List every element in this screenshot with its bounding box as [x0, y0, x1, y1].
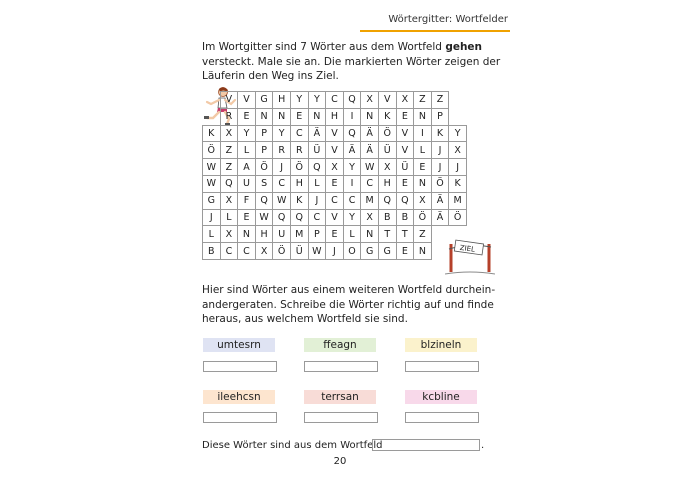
- grid-letter[interactable]: Q: [343, 92, 361, 109]
- grid-letter[interactable]: P: [255, 142, 273, 159]
- grid-letter[interactable]: H: [255, 226, 273, 243]
- grid-letter[interactable]: X: [361, 92, 379, 109]
- grid-letter[interactable]: G: [255, 92, 273, 109]
- grid-letter[interactable]: W: [308, 243, 326, 260]
- grid-letter[interactable]: C: [290, 125, 308, 142]
- grid-letter[interactable]: U: [273, 226, 291, 243]
- grid-letter[interactable]: E: [414, 159, 432, 176]
- grid-letter[interactable]: Ä: [431, 209, 449, 226]
- grid-letter[interactable]: Ü: [378, 142, 396, 159]
- grid-letter[interactable]: V: [326, 142, 344, 159]
- grid-letter[interactable]: E: [396, 243, 414, 260]
- scrambled-word: ileehcsn: [203, 390, 275, 404]
- grid-letter[interactable]: Q: [255, 192, 273, 209]
- finish-sign-text: ZIEL: [459, 243, 476, 254]
- grid-letter[interactable]: Q: [396, 192, 414, 209]
- grid-letter[interactable]: Y: [273, 125, 291, 142]
- grid-letter[interactable]: R: [220, 108, 238, 125]
- grid-letter[interactable]: C: [343, 192, 361, 209]
- grid-row: [203, 226, 467, 243]
- grid-letter[interactable]: C: [326, 92, 344, 109]
- grid-letter[interactable]: H: [378, 175, 396, 192]
- grid-letter[interactable]: W: [203, 159, 221, 176]
- grid-letter[interactable]: Ä: [431, 192, 449, 209]
- grid-letter[interactable]: V: [326, 125, 344, 142]
- answer-field[interactable]: [405, 361, 479, 372]
- grid-letter[interactable]: G: [203, 192, 221, 209]
- wortfeld-prompt: Diese Wörter sind aus dem Wortfeld: [202, 440, 383, 451]
- grid-letter[interactable]: N: [255, 108, 273, 125]
- grid-letter[interactable]: Ö: [449, 209, 467, 226]
- grid-letter[interactable]: N: [361, 226, 379, 243]
- grid-letter[interactable]: E: [326, 175, 344, 192]
- grid-letter[interactable]: X: [378, 159, 396, 176]
- grid-letter[interactable]: Ä: [361, 142, 379, 159]
- grid-letter[interactable]: Ä: [308, 125, 326, 142]
- grid-letter[interactable]: H: [326, 108, 344, 125]
- grid-letter[interactable]: L: [414, 142, 432, 159]
- grid-letter[interactable]: K: [431, 125, 449, 142]
- grid-letter[interactable]: E: [396, 108, 414, 125]
- grid-letter[interactable]: J: [431, 159, 449, 176]
- grid-letter[interactable]: B: [396, 209, 414, 226]
- grid-letter[interactable]: N: [273, 108, 291, 125]
- grid-letter[interactable]: V: [396, 125, 414, 142]
- grid-letter[interactable]: N: [238, 226, 256, 243]
- grid-row: [203, 92, 467, 109]
- grid-letter[interactable]: F: [238, 192, 256, 209]
- answer-field[interactable]: [203, 412, 277, 423]
- grid-letter[interactable]: P: [431, 108, 449, 125]
- grid-letter[interactable]: Z: [220, 159, 238, 176]
- grid-letter[interactable]: W: [203, 175, 221, 192]
- grid-letter[interactable]: L: [238, 142, 256, 159]
- grid-letter[interactable]: Y: [238, 125, 256, 142]
- grid-letter[interactable]: E: [238, 108, 256, 125]
- grid-letter[interactable]: W: [361, 159, 379, 176]
- grid-letter[interactable]: M: [290, 226, 308, 243]
- answer-field[interactable]: [304, 361, 378, 372]
- grid-row: [203, 125, 467, 142]
- grid-letter[interactable]: V: [326, 209, 344, 226]
- grid-letter[interactable]: X: [396, 92, 414, 109]
- wortfeld-answer-field[interactable]: [372, 439, 480, 451]
- grid-letter[interactable]: V: [238, 92, 256, 109]
- scrambled-word: terrsan: [304, 390, 376, 404]
- grid-letter[interactable]: O: [343, 243, 361, 260]
- grid-letter[interactable]: C: [238, 243, 256, 260]
- intro-line1: Im Wortgitter sind 7 Wörter aus dem Wortfeld: [202, 41, 446, 53]
- task2-line2: andergeraten. Schreibe die Wörter richtig auf und finde: [202, 298, 494, 311]
- grid-row: [203, 142, 467, 159]
- grid-letter[interactable]: V: [220, 92, 238, 109]
- grid-letter[interactable]: Z: [414, 92, 432, 109]
- grid-row: [203, 159, 467, 176]
- grid-letter[interactable]: Q: [308, 159, 326, 176]
- grid-letter[interactable]: K: [203, 125, 221, 142]
- grid-letter[interactable]: X: [220, 125, 238, 142]
- scrambled-word: ffeagn: [304, 338, 376, 352]
- grid-row: [203, 243, 467, 260]
- grid-letter[interactable]: M: [361, 192, 379, 209]
- grid-letter[interactable]: Y: [290, 92, 308, 109]
- grid-letter[interactable]: K: [378, 108, 396, 125]
- grid-letter[interactable]: Ö: [273, 243, 291, 260]
- grid-letter[interactable]: X: [326, 159, 344, 176]
- grid-letter[interactable]: E: [326, 226, 344, 243]
- grid-blank: [203, 92, 221, 109]
- grid-letter[interactable]: Ü: [308, 142, 326, 159]
- grid-letter[interactable]: Z: [431, 92, 449, 109]
- grid-letter[interactable]: Ü: [396, 159, 414, 176]
- grid-letter[interactable]: U: [238, 175, 256, 192]
- grid-letter[interactable]: I: [343, 175, 361, 192]
- answer-field[interactable]: [203, 361, 277, 372]
- answer-field[interactable]: [304, 412, 378, 423]
- grid-letter[interactable]: J: [326, 243, 344, 260]
- grid-letter[interactable]: T: [378, 226, 396, 243]
- grid-letter[interactable]: Ü: [290, 243, 308, 260]
- grid-letter[interactable]: N: [361, 108, 379, 125]
- grid-letter[interactable]: B: [378, 209, 396, 226]
- grid-letter[interactable]: W: [273, 192, 291, 209]
- grid-letter[interactable]: Ö: [414, 209, 432, 226]
- grid-letter[interactable]: N: [414, 108, 432, 125]
- answer-field[interactable]: [405, 412, 479, 423]
- grid-letter[interactable]: G: [378, 243, 396, 260]
- grid-letter[interactable]: Z: [414, 226, 432, 243]
- grid-letter[interactable]: Q: [273, 209, 291, 226]
- grid-letter[interactable]: Q: [290, 209, 308, 226]
- grid-letter[interactable]: C: [361, 175, 379, 192]
- grid-letter[interactable]: G: [361, 243, 379, 260]
- grid-letter[interactable]: X: [220, 192, 238, 209]
- grid-letter[interactable]: Y: [449, 125, 467, 142]
- grid-letter[interactable]: W: [255, 209, 273, 226]
- header-rule: [360, 30, 510, 32]
- grid-letter[interactable]: C: [220, 243, 238, 260]
- grid-letter[interactable]: Q: [378, 192, 396, 209]
- grid-letter[interactable]: K: [290, 192, 308, 209]
- scrambled-word: blzineln: [405, 338, 477, 352]
- grid-letter[interactable]: Ö: [431, 175, 449, 192]
- grid-letter[interactable]: N: [414, 243, 432, 260]
- grid-letter[interactable]: L: [343, 226, 361, 243]
- grid-letter[interactable]: K: [449, 175, 467, 192]
- scrambled-word: umtesrn: [203, 338, 275, 352]
- grid-letter[interactable]: S: [255, 175, 273, 192]
- grid-letter[interactable]: J: [431, 142, 449, 159]
- grid-letter[interactable]: R: [290, 142, 308, 159]
- grid-letter[interactable]: J: [308, 192, 326, 209]
- grid-letter[interactable]: C: [308, 209, 326, 226]
- grid-letter[interactable]: X: [255, 243, 273, 260]
- grid-letter[interactable]: C: [326, 192, 344, 209]
- grid-letter[interactable]: A: [238, 159, 256, 176]
- grid-letter[interactable]: X: [414, 192, 432, 209]
- page-header: Wörtergitter: Wortfelder: [388, 14, 508, 25]
- grid-letter[interactable]: V: [396, 142, 414, 159]
- grid-letter[interactable]: H: [290, 175, 308, 192]
- grid-letter[interactable]: X: [220, 226, 238, 243]
- grid-letter[interactable]: Ö: [290, 159, 308, 176]
- task2-line1: Hier sind Wörter aus einem weiteren Wortfeld durchein-: [202, 284, 496, 296]
- grid-letter[interactable]: R: [273, 142, 291, 159]
- grid-row: [203, 192, 467, 209]
- grid-letter[interactable]: C: [273, 175, 291, 192]
- task2-text: [202, 283, 502, 327]
- grid-letter[interactable]: Ö: [378, 125, 396, 142]
- grid-letter[interactable]: Z: [220, 142, 238, 159]
- grid-letter[interactable]: J: [203, 209, 221, 226]
- scrambled-word: kcbline: [405, 390, 477, 404]
- grid-letter[interactable]: V: [378, 92, 396, 109]
- grid-letter[interactable]: Ä: [361, 125, 379, 142]
- grid-letter[interactable]: P: [255, 125, 273, 142]
- grid-letter[interactable]: Ö: [203, 142, 221, 159]
- grid-blank: [203, 108, 221, 125]
- grid-letter[interactable]: P: [308, 226, 326, 243]
- grid-letter[interactable]: E: [290, 108, 308, 125]
- grid-letter[interactable]: N: [308, 108, 326, 125]
- intro-line2: versteckt. Male sie an. Die markierten Wörter zeigen der: [202, 55, 501, 68]
- grid-row: [203, 175, 467, 192]
- grid-letter[interactable]: L: [220, 209, 238, 226]
- task2-line3: heraus, aus welchem Wortfeld sie sind.: [202, 313, 408, 325]
- grid-letter[interactable]: J: [273, 159, 291, 176]
- keyword-gehen: gehen: [445, 41, 483, 53]
- grid-letter[interactable]: X: [449, 142, 467, 159]
- grid-row: [203, 209, 467, 226]
- intro-text: [202, 40, 502, 84]
- grid-letter[interactable]: X: [361, 209, 379, 226]
- word-grid: [202, 91, 467, 260]
- grid-letter[interactable]: Y: [343, 209, 361, 226]
- grid-letter[interactable]: M: [449, 192, 467, 209]
- grid-letter[interactable]: B: [203, 243, 221, 260]
- grid-letter[interactable]: H: [273, 92, 291, 109]
- grid-letter[interactable]: L: [308, 175, 326, 192]
- intro-line3: Läuferin den Weg ins Ziel.: [202, 70, 339, 82]
- grid-letter[interactable]: J: [449, 159, 467, 176]
- grid-letter[interactable]: L: [203, 226, 221, 243]
- grid-letter[interactable]: T: [396, 226, 414, 243]
- footer-period: .: [481, 440, 485, 451]
- grid-letter[interactable]: Q: [343, 125, 361, 142]
- grid-letter[interactable]: E: [396, 175, 414, 192]
- grid-row: [203, 108, 467, 125]
- grid-letter[interactable]: Y: [343, 159, 361, 176]
- grid-letter[interactable]: I: [343, 108, 361, 125]
- finish-line-illustration: [445, 236, 495, 276]
- page-number: 20: [333, 456, 347, 467]
- grid-letter[interactable]: E: [238, 209, 256, 226]
- grid-letter[interactable]: I: [414, 125, 432, 142]
- grid-letter[interactable]: Y: [308, 92, 326, 109]
- grid-letter[interactable]: Ö: [255, 159, 273, 176]
- grid-letter[interactable]: Ä: [343, 142, 361, 159]
- grid-letter[interactable]: N: [414, 175, 432, 192]
- grid-letter[interactable]: Q: [220, 175, 238, 192]
